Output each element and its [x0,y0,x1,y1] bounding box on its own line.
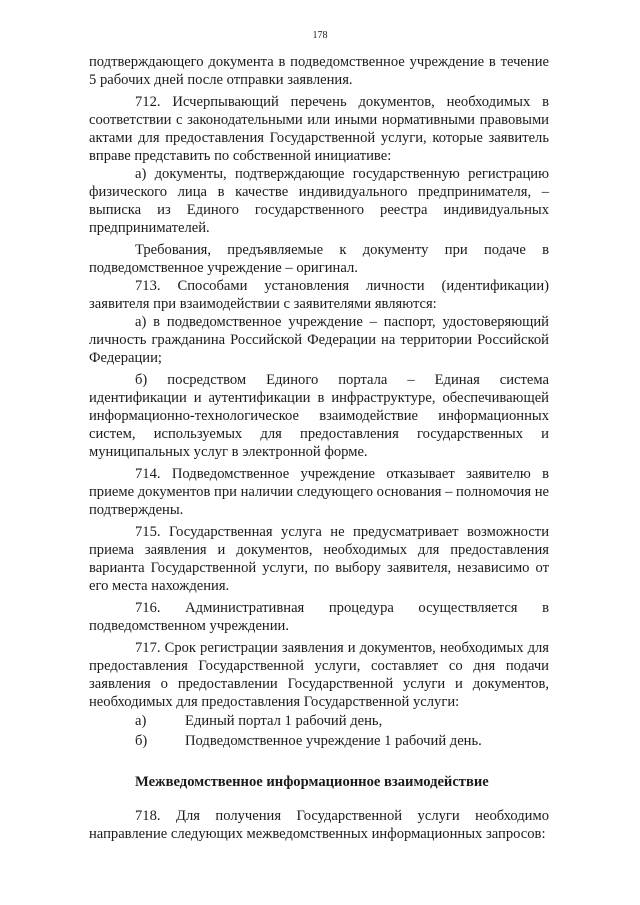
paragraph-715: 715. Государственная услуга не предусматривает возможности приема заявления и документов, необходимых для предоставления варианта Государственной услуги, по выбору заявителя, независимо от его места нахождения. [89,524,549,594]
document-body [89,53,549,843]
list-text: Подведомственное учреждение 1 рабочий день. [185,733,482,749]
paragraph-714: 714. Подведомственное учреждение отказывает заявителю в приеме документов при наличии следующего основания – полномочия не подтверждены. [89,466,549,518]
paragraph-requirements: Требования, предъявляемые к документу при подаче в подведомственное учреждение – оригинал. [89,242,549,276]
list-marker: а) [135,713,147,729]
paragraph-continuation: подтверждающего документа в подведомственное учреждение в течение 5 рабочих дней после отправки заявления. [89,54,549,88]
paragraph-713-item-a: а) в подведомственное учреждение – паспорт, удостоверяющий личность гражданина Российской Федерации на территории Российской Федерации; [89,314,549,366]
paragraph-718: 718. Для получения Государственной услуги необходимо направление следующих межведомственных информационных запросов: [89,808,549,842]
paragraph-712-item-a: а) документы, подтверждающие государственную регистрацию физического лица в качестве индивидуального предпринимателя, – выписка из Единого государственного реестра индивидуальных предпринимателей. [89,166,549,236]
list-marker: б) [135,733,148,749]
paragraph-712: 712. Исчерпывающий перечень документов, необходимых в соответствии с законодательными или иными нормативными правовыми актами для предоставления Государственной услуги, которые заявитель вправе представить по собственной инициативе: [89,94,549,164]
list-item [89,731,549,751]
list-item [89,711,549,731]
page-number: 178 [312,30,328,41]
paragraph-717: 717. Срок регистрации заявления и документов, необходимых для предоставления Государственной услуги, составляет со дня подачи заявления о предоставлении Государственной услуги и документов, необходимых для предоставления Государственной услуги: [89,640,549,710]
paragraph-713-item-b: б) посредством Единого портала – Единая система идентификации и аутентификации в инфраструктуре, обеспечивающей информационно-технологическое взаимодействие информационных систем, используемых для предоставления государственных и муниципальных услуг в электронной форме. [89,372,549,460]
paragraph-716: 716. Административная процедура осуществляется в подведомственном учреждении. [89,600,549,634]
list-text: Единый портал 1 рабочий день, [185,713,383,729]
paragraph-713: 713. Способами установления личности (идентификации) заявителя при взаимодействии с заявителями являются: [89,278,549,312]
section-heading: Межведомственное информационное взаимодействие [135,774,489,790]
